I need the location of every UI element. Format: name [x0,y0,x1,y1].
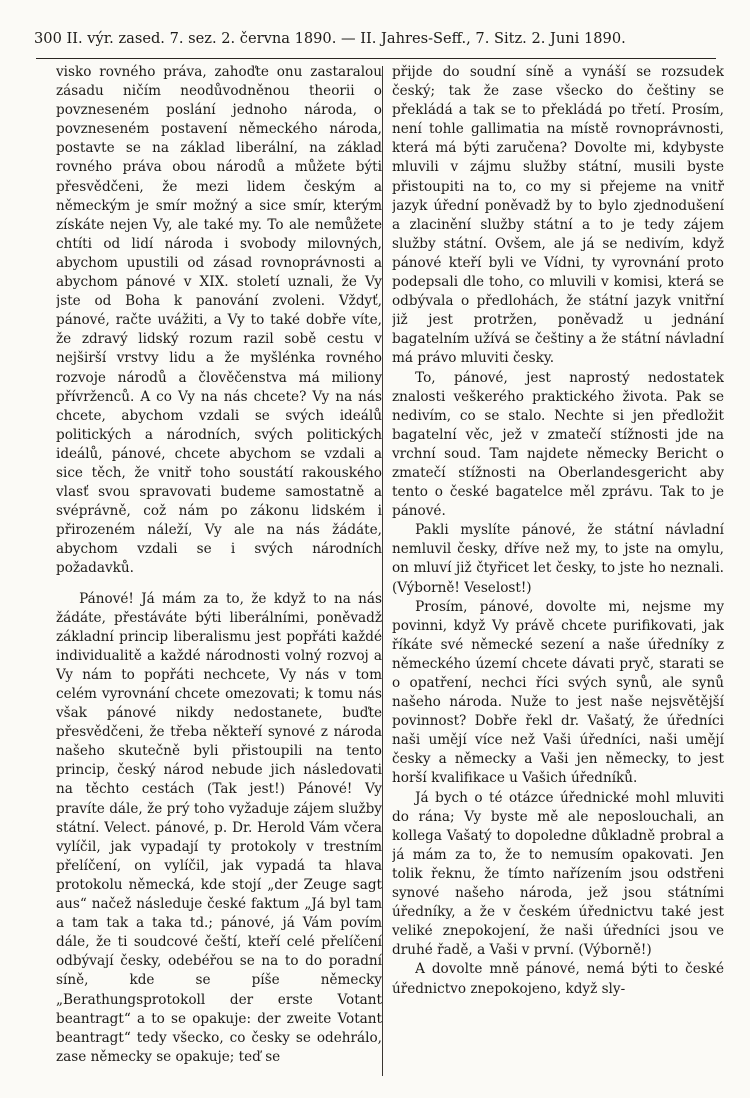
paragraph: A dovolte mně pánové, nemá býti to české úřednictvo znepokojeno, když sly- [392,961,724,997]
header-rule [36,58,716,59]
right-column [392,63,724,999]
paragraph: To, pánové, jest naprostý nedostatek znalosti veškerého praktického života. Pak se nedivím, co se stalo. Nechte si jen předložit bagatelní věc, jež v zmatečí stížnosti jde na vrchní soud. Tam najdete německy Bericht o zmatečí stížnosti na Oberlandesgericht aby tento o české bagatelce měl zprávu. Tak to je pánové. [392,369,724,520]
paragraph: Pakli myslíte pánové, že státní návladní nemluvil česky, dříve než my, to jste na omylu, on mluví již čtyřicet let česky, to jste ho neznali. (Výborně! Veselost!) [392,522,724,596]
page-header: 300 II. výr. zased. 7. sez. 2. června 1890. — II. Jahres-Seff., 7. Sitz. 2. Juni 1890. [34,30,626,47]
paragraph: přijde do soudní síně a vynáší se rozsudek český; tak že zase všecko do češtiny se překládá a tak se to překládá po třetí. Prosím, není tohle gallimatia na místě rovnoprávnosti, která má býti zaručena? Dovolte mi, kdybyste mluvili v zájmu služby státní, musili byste přistoupiti na to, co my si přejeme na vnitř jazyk úřední poněvadž by to bylo zjednodušení a zlacinění služby státní a to je tedy zájem služby státní. Ovšem, ale já se nedivím, když pánové kteří byli ve Vídni, ty vyrovnání proto podepsali dle toho, co mluvili v komisi, která se odbývala o předlohách, že státní jazyk vnitřní již jest protržen, poněvadž u jednání bagatelním užívá se češtiny a že státní návladní má právo mluviti česky. [392,64,724,367]
column-divider [382,66,383,1076]
left-column [56,63,382,1067]
paragraph: Prosím, pánové, dovolte mi, nejsme my povinni, když Vy právě chcete purifikovati, jak říkáte své německé sezení a naše úředníky z německého území chcete dávati pryč, starati se o opatření, nechci říci svých synů, ale synů našeho národa. Nuže to jest naše nejsvětější povinnost? Dobře řekl dr. Vašatý, že úředníci naši umějí více než Vaši úředníci, naši umějí česky a německy a Vaši jen německy, to jest horší kvalifikace u Vašich úředníků. [392,598,724,787]
paragraph: Pánové! Já mám za to, že když to na nás žádáte, přestáváte býti liberálními, poněvadž základní princip liberalismu jest popřáti každé individualitě a každé národnosti volný rozvoj a Vy nám to popřáti nechcete, Vy nás v tom celém vyrovnání chcete omezovati; k tomu nás však pánové nikdy nedostanete, buďte přesvědčeni, že třeba někteří synové z národa našeho skutečně byli přistoupili na tento princip, český národ nebude jich následovati na těchto cestách (Tak jest!) Pánové! Vy pravíte dále, že prý toho vyžaduje zájem služby státní. Velect. pánové, p. Dr. Herold Vám včera vylíčil, jak vypadají ty protokoly v trestním přelíčení, on vylíčil, jak vypadá ta hlava protokolu německá, kde stojí „der Zeuge sagt aus“ načež následuje české faktum „Já byl tam a tam tak a taka td.; pánové, já Vám povím dále, že ti soudcové čeští, kteří celé přelíčení odbývají česky, odebéřou se na to do poradní síně, kde se píše německy „Berathungsprotokoll der erste Votant beantragt“ a to se opakuje: der zweite Votant beantragt“ tedy všecko, co česky se odehrálo, zase německy se opakuje; teď se [56,590,382,1065]
paragraph: Já bych o té otázce úřednické mohl mluviti do rána; Vy byste mě ale neposlouchali, an kollega Vašatý to dopoledne důkladně probral a já mám za to, že to nemusím opakovati. Jen tolik řeknu, že tímto nařízením jsou odstřeni synové našeho národa, jež jsou státními úředníky, a že v českém úřednictvu také jest veliké znepokojení, že naši úředníci jsou ve druhé řadě, a Vaši v první. (Výborně!) [392,789,724,959]
paragraph: visko rovného práva, zahoďte onu zastaralou zásadu ničím neodůvodněnou theorii o povzneseném poslání jednoho národa, o povzneseném postavení německého národa, postavte se na základ liberální, na základ rovného práva obou národů a můžete býti přesvědčeni, že mezi lidem českým a německým je smír možný a sice smír, kterým získáte nejen Vy, ale také my. To ale nemůžete chtíti od lidí národa i svobody milovných, abychom upustili od zásad rovnoprávnosti a abychom pánové v XIX. století uznali, že Vy jste od Boha k panování zvoleni. Vždyť, pánové, račte uvážiti, a Vy to také dobře víte, že zdravý lidský rozum razil sobě cestu v nejširší vrstvy lidu a že myšlénka rovného rozvoje národů a člověčenstva má miliony přívrženců. A co Vy na nás chcete? Vy na nás chcete, abychom vzdali se svých ideálů politických a národních, svých politických ideálů, pánové, chcete abychom se vzdali a sice těch, že vnitř toho soustátí rakouského vlasť svou spravovati budeme samostatně a svéprávně, což nám po zákonu lidském i přirozeném náleží, Vy ale na nás žádáte, abychom vzdali se i svých národních požadavků. [56,64,382,577]
